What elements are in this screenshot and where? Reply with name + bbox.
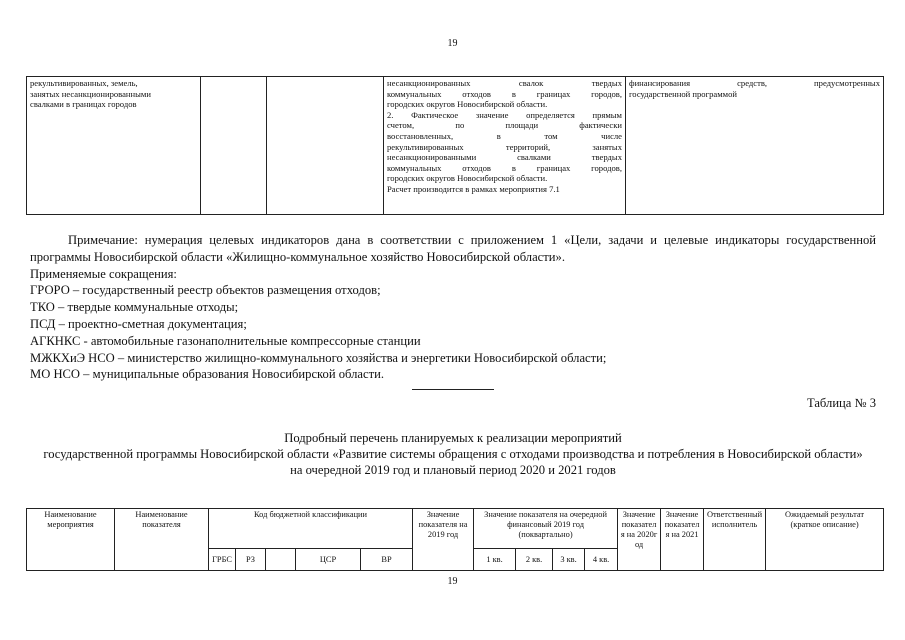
empty-cell [201,77,267,215]
abbreviation-item: ПСД – проектно-сметная документация; [30,316,247,331]
abbreviation-item: МЖКХиЭ НСО – министерство жилищно-коммунального хозяйства и энергетики Новосибирской области; [30,350,607,365]
subheader-vr: ВР [361,549,413,571]
subheader-csr: ЦСР [296,549,361,571]
subheader-pr [266,549,296,571]
header-value-2019: Значение показателя на 2019 год [413,509,474,571]
table-number: Таблица № 3 [806,396,876,410]
subheader-q3: 3 кв. [553,549,585,571]
title-line-1: Подробный перечень планируемых к реализации мероприятий [284,431,622,445]
separator-line [412,389,494,390]
abbreviation-item: МО НСО – муниципальные образования Новосибирской области. [30,367,384,382]
funding-cell: финансирования средств, предусмотренных государственной программой [626,77,884,215]
abbreviation-item: ТКО – твердые коммунальные отходы; [30,300,239,315]
title-line-3: на очередной 2019 год и плановый период 2020 и 2021 годов [290,463,616,477]
subheader-grbs: ГРБС [209,549,236,571]
abbreviation-item: АГКНКС - автомобильные газонаполнительные компрессорные станции [30,333,421,348]
header-indicator-name: Наименование показателя [115,509,209,571]
events-table-header [26,508,884,571]
subheader-q1: 1 кв. [474,549,516,571]
abbreviations-title: Применяемые сокращения: [30,266,177,281]
header-value-2020: Значение показателя на 2020год [618,509,661,571]
header-executor: Ответственный исполнитель [704,509,766,571]
subheader-q2: 2 кв. [516,549,553,571]
subheader-q4: 4 кв. [585,549,618,571]
header-value-2021: Значение показателя на 2021 [661,509,704,571]
page-number-bottom: 19 [447,576,458,587]
page-number-top: 19 [447,38,458,49]
title-line-2: государственной программы Новосибирской области «Развитие системы обращения с отходами производства и потребления в Новосибирской области» [43,447,863,461]
table-title [30,430,876,478]
header-expected-result: Ожидаемый результат (краткое описание) [766,509,884,571]
header-event-name: Наименование мероприятия [27,509,115,571]
notes-section [30,232,876,383]
note-paragraph: Примечание: нумерация целевых индикаторов дана в соответствии с приложением 1 «Цели, задачи и целевые индикаторы государственной программы Новосибирской области «Жилищно-коммунальное хозяйство Новосибирской области». [30,233,876,264]
indicator-name-cell: рекультивированных, земель, занятых несанкционированными свалками в границах городов [27,77,201,215]
abbreviation-item: ГРОРО – государственный реестр объектов размещения отходов; [30,283,381,298]
calculation-method-cell: несанкционированных свалок твердых коммунальных отходов в границах городов, городских округов Новосибирской области. 2. Фактическое значение определяется прямым счетом, по площади фактически восстановленных, в том числе рекультивированных территорий, занятых несанкционированными свалками твердых коммунальных отходов в границах городов, городских округов Новосибирской области. Расчет производится в рамках мероприятия 7.1 [384,77,626,215]
header-value-quarterly: Значение показателя на очередной финансовый 2019 год (поквартально) [474,509,618,549]
empty-cell [267,77,384,215]
header-budget-code: Код бюджетной классификации [209,509,413,549]
indicators-continuation-table [26,76,884,215]
subheader-rz: РЗ [236,549,266,571]
